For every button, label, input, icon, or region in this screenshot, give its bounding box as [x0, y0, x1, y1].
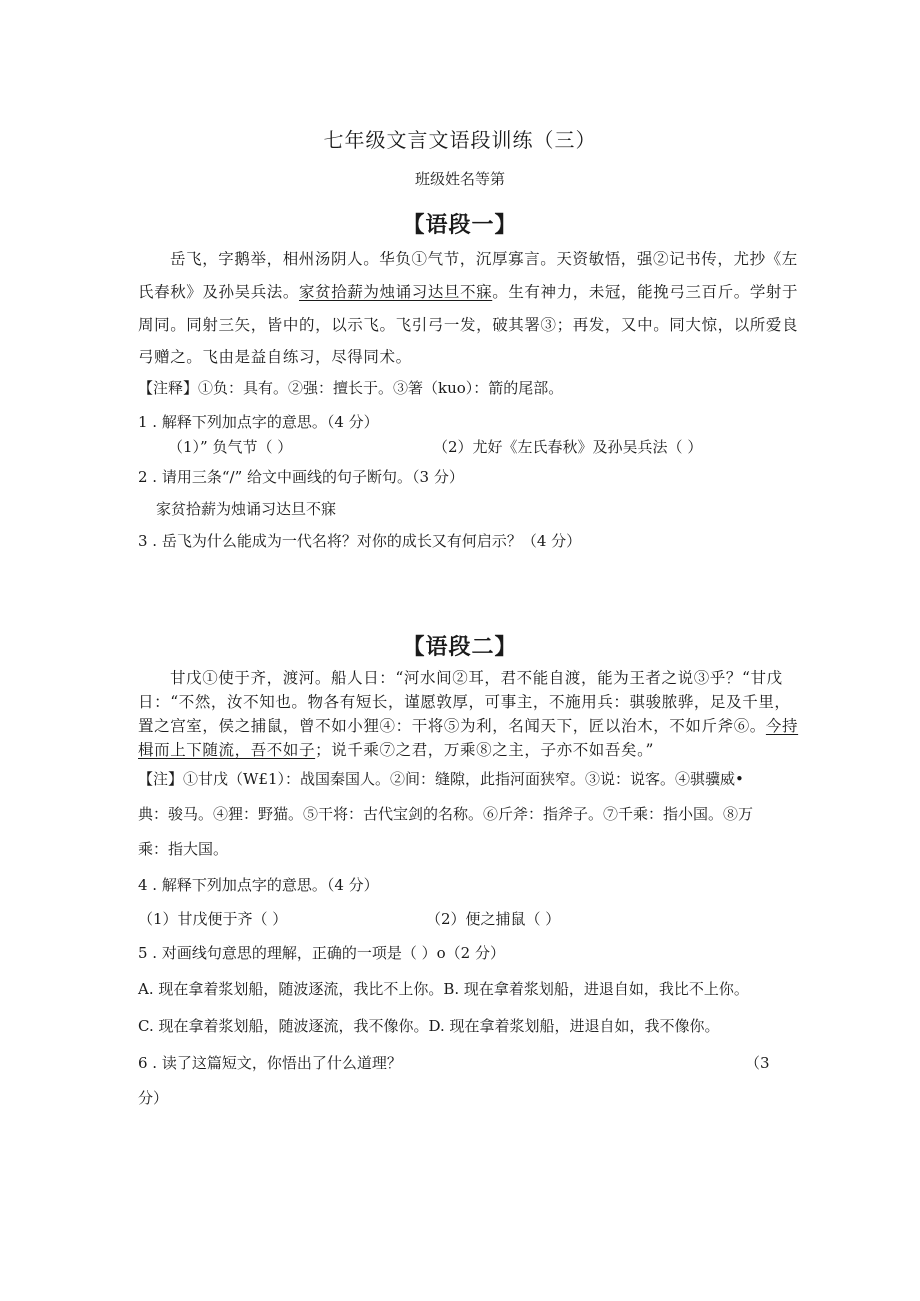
question-5-stem: 5 . 对画线句意思的理解，正确的一项是（ ）o（2 分）	[138, 944, 505, 962]
passage-one-line-4: 弓赠之。飞由是益自练习，尽得同术。	[138, 348, 412, 366]
section-two-notes-line-2: 典：骏马。④狸：野猫。⑤干将：古代宝剑的名称。⑥斤斧：指斧子。⑦千乘：指小国。⑧万	[138, 805, 754, 823]
section-one-notes: 【注释】①负：具有。②强：擅长于。③箸（kuo）：箭的尾部。	[138, 379, 564, 397]
question-6-score-start: （3	[745, 1054, 770, 1072]
student-info-line: 班级姓名等第	[414, 170, 505, 188]
passage-one-line-3: 周同。同射三矢，皆中的，以示飞。飞引弓一发，破其署③；再发，又中。同大惊，以所爱良	[138, 316, 799, 334]
passage-two-line-4	[138, 738, 654, 760]
question-1-item-a: （1）” 负气节（ ）	[168, 438, 293, 456]
question-5-options-ab: A. 现在拿着浆划船，随波逐流，我比不上你。B. 现在拿着浆划船，进退自如，我比不上你。	[138, 980, 749, 998]
page-title: 七年级文言文语段训练（三）	[323, 128, 597, 152]
passage-two-line-1: 甘戊①使于齐，渡河。船人日：“河水间②耳，君不能自渡，能为王者之说③乎？“甘戊	[170, 669, 783, 687]
passage-one-line-1: 岳飞，字鹅举，相州汤阴人。华负①气节，沉厚寡言。天资敏悟，强②记书传，尤抄《左	[170, 250, 798, 268]
underlined-sentence-two-start: 今持	[765, 717, 799, 735]
passage-one-line-2	[138, 280, 798, 302]
question-4-item-b: （2）便之捕鼠（ ）	[426, 910, 561, 928]
underlined-sentence-one: 家贫拾薪为烛诵习达旦不寐	[299, 283, 493, 301]
question-3-stem: 3 . 岳飞为什么能成为一代名将？对你的成长又有何启示？（4 分）	[138, 532, 582, 550]
passage-two-line-4-end: ；说千乘⑦之君，万乘⑧之主，子亦不如吾矣。”	[315, 741, 654, 759]
question-4-stem: 4 . 解释下列加点字的意思。（4 分）	[138, 876, 379, 894]
question-2-stem: 2 . 请用三条“/” 给文中画线的句子断句。（3 分）	[138, 468, 464, 486]
question-5-options-cd: C. 现在拿着浆划船，随波逐流，我不像你。D. 现在拿着浆划船，进退自如，我不像你。	[138, 1017, 720, 1035]
passage-one-line-2-end: 。生有神力，未冠，能挽弓三百斤。学射于	[492, 283, 799, 301]
question-1-item-b: （2）尤好《左氏春秋》及孙吴兵法（ ）	[433, 438, 703, 456]
passage-two-line-3	[138, 714, 798, 736]
passage-two-line-2: 日：“不然，汝不知也。物各有短长，谨愿敦厚，可事主，不施用兵：骐骏脓骅，足及千里，	[138, 693, 791, 711]
question-1-stem: 1 . 解释下列加点字的意思。（4 分）	[138, 413, 379, 431]
question-6-score-end: 分）	[138, 1089, 169, 1107]
question-2-sentence: 家贫拾薪为烛诵习达旦不寐	[156, 500, 337, 518]
passage-two-line-3-start: 置之宫室，侯之捕鼠，曾不如小狸④：干将⑤为利，名闻天下，匠以治木，不如斤斧⑥。	[138, 717, 766, 735]
section-two-heading: 【语段二】	[402, 634, 518, 660]
underlined-sentence-two-end: 楫而上下随流，吾不如子	[138, 741, 316, 759]
question-4-item-a: （1）甘戊便于齐（ ）	[138, 910, 288, 928]
question-6-stem: 6 . 读了这篇短文，你悟出了什么道理？	[138, 1054, 402, 1072]
section-one-heading: 【语段一】	[402, 212, 518, 238]
section-two-notes-line-3: 乘：指大国。	[138, 840, 229, 858]
passage-one-line-2-start: 氏春秋》及孙吴兵法。	[138, 283, 300, 301]
section-two-notes-line-1: 【注】①甘戊（W£1）：战国秦国人。②间：缝隙，此指河面狭窄。③说：说客。④骐骥威•	[138, 770, 744, 788]
